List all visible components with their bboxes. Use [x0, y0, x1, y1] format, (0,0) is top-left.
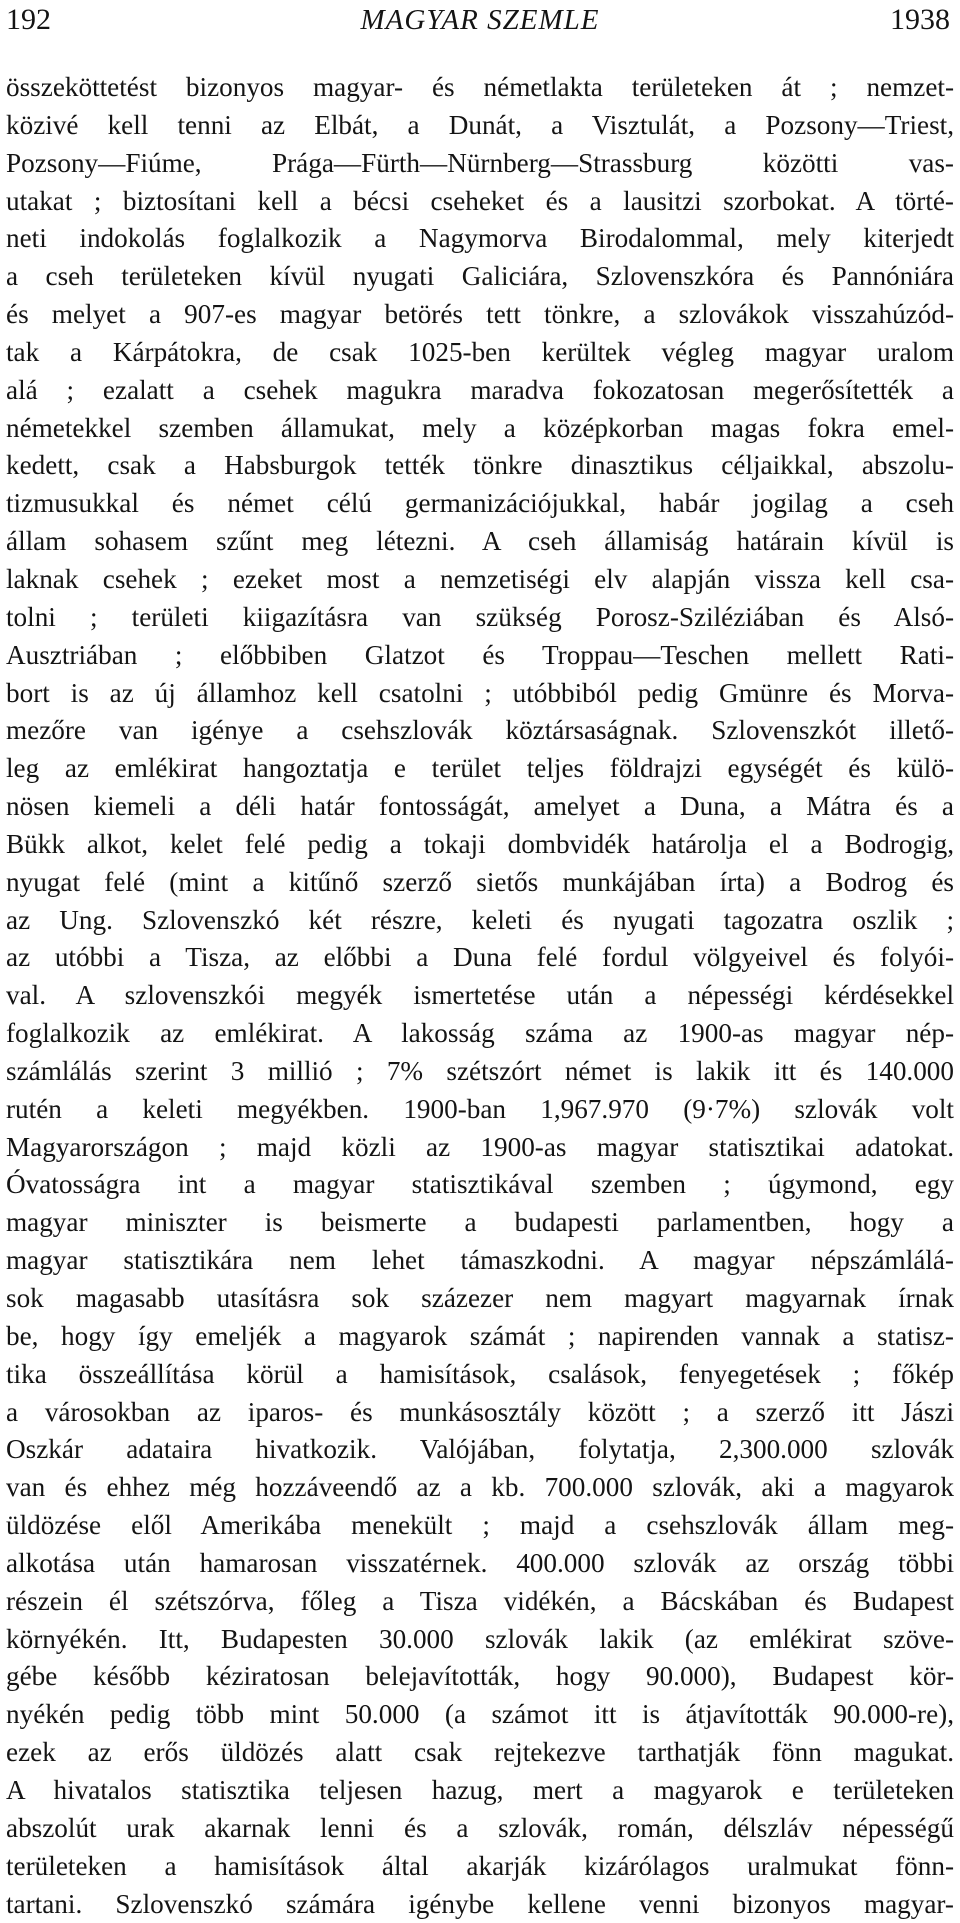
- text-line: alá ; ezalatt a csehek magukra maradva fokozatosan megerősítették a: [6, 372, 954, 410]
- text-line: a városokban az iparos- és munkásosztály között ; a szerző itt Jászi: [6, 1394, 954, 1432]
- text-line: Óvatosságra int a magyar statisztikával szemben ; úgymond, egy: [6, 1166, 954, 1204]
- text-line: alkotása után hamarosan visszatérnek. 400.000 szlovák az ország többi: [6, 1545, 954, 1583]
- publication-year: 1938: [890, 2, 950, 38]
- body-text: [6, 69, 954, 1923]
- text-line: kedett, csak a Habsburgok tették tönkre dinasztikus céljaikkal, abszolu-: [6, 447, 954, 485]
- text-line: ezek az erős üldözés alatt csak rejtekezve tarthatják fönn magukat.: [6, 1734, 954, 1772]
- text-line: foglalkozik az emlékirat. A lakosság száma az 1900-as magyar nép-: [6, 1015, 954, 1053]
- text-line: tak a Kárpátokra, de csak 1025-ben kerültek végleg magyar uralom: [6, 334, 954, 372]
- text-line: környékén. Itt, Budapesten 30.000 szlovák lakik (az emlékirat szöve-: [6, 1621, 954, 1659]
- text-line: közivé kell tenni az Elbát, a Dunát, a Visztulát, a Pozsony—Triest,: [6, 107, 954, 145]
- text-line: Bükk alkot, kelet felé pedig a tokaji dombvidék határolja el a Bodrogig,: [6, 826, 954, 864]
- text-line: val. A szlovenszkói megyék ismertetése után a népességi kérdésekkel: [6, 977, 954, 1015]
- text-line: tolni ; területi kiigazításra van szükség Porosz-Sziléziában és Alsó-: [6, 599, 954, 637]
- journal-title: MAGYAR SZEMLE: [0, 2, 960, 38]
- text-line: laknak csehek ; ezeket most a nemzetiségi elv alapján vissza kell csa-: [6, 561, 954, 599]
- text-line: és melyet a 907-es magyar betörés tett tönkre, a szlovákok visszahúzód-: [6, 296, 954, 334]
- text-line: nyékén pedig több mint 50.000 (a számot itt is átjavították 90.000-re),: [6, 1696, 954, 1734]
- text-line: leg az emlékirat hangoztatja e terület teljes földrajzi egységét és külö-: [6, 750, 954, 788]
- text-line: az Ung. Szlovenszkó két részre, keleti és nyugati tagozatra oszlik ;: [6, 902, 954, 940]
- text-line: a cseh területeken kívül nyugati Galiciára, Szlovenszkóra és Pannóniára: [6, 258, 954, 296]
- text-line: az utóbbi a Tisza, az előbbi a Duna felé fordul völgyeivel és folyói-: [6, 939, 954, 977]
- text-line: A hivatalos statisztika teljesen hazug, mert a magyarok e területeken: [6, 1772, 954, 1810]
- text-line: Pozsony—Fiúme, Prága—Fürth—Nürnberg—Strassburg közötti vas-: [6, 145, 954, 183]
- text-line: területeken a hamisítások által akarják kizárólagos uralmukat fönn-: [6, 1848, 954, 1886]
- page-number: 192: [6, 2, 51, 38]
- text-line: Oszkár adataira hivatkozik. Valójában, folytatja, 2,300.000 szlovák: [6, 1431, 954, 1469]
- text-line: bort is az új államhoz kell csatolni ; utóbbiból pedig Gmünre és Morva-: [6, 675, 954, 713]
- text-line: sok magasabb utasításra sok százezer nem magyart magyarnak írnak: [6, 1280, 954, 1318]
- text-line: tizmusukkal és német célú germanizációjukkal, habár jogilag a cseh: [6, 485, 954, 523]
- text-line: be, hogy így emeljék a magyarok számát ; napirenden vannak a statisz-: [6, 1318, 954, 1356]
- text-line: utakat ; biztosítani kell a bécsi cseheket és a lausitzi szorbokat. A törté-: [6, 183, 954, 221]
- text-line: Magyarországon ; majd közli az 1900-as magyar statisztikai adatokat.: [6, 1129, 954, 1167]
- text-line: van és ehhez még hozzáveendő az a kb. 700.000 szlovák, aki a magyarok: [6, 1469, 954, 1507]
- text-line: németekkel szemben államukat, mely a középkorban magas fokra emel-: [6, 410, 954, 448]
- text-line: magyar statisztikára nem lehet támaszkodni. A magyar népszámlálá-: [6, 1242, 954, 1280]
- text-line: részein él szétszórva, főleg a Tisza vidékén, a Bácskában és Budapest: [6, 1583, 954, 1621]
- text-line: tika összeállítása körül a hamisítások, csalások, fenyegetések ; főkép: [6, 1356, 954, 1394]
- text-line: rutén a keleti megyékben. 1900-ban 1,967.970 (9·7%) szlovák volt: [6, 1091, 954, 1129]
- text-line: abszolút urak akarnak lenni és a szlovák, román, délszláv népességű: [6, 1810, 954, 1848]
- text-line: nösen kiemeli a déli határ fontosságát, amelyet a Duna, a Mátra és a: [6, 788, 954, 826]
- text-line: nyugat felé (mint a kitűnő szerző sietős munkájában írta) a Bodrog és: [6, 864, 954, 902]
- text-line: összeköttetést bizonyos magyar- és németlakta területeken át ; nemzet-: [6, 69, 954, 107]
- text-line: magyar miniszter is beismerte a budapesti parlamentben, hogy a: [6, 1204, 954, 1242]
- text-line: mezőre van igénye a csehszlovák köztársaságnak. Szlovenszkót illető-: [6, 712, 954, 750]
- text-line: gébe később kéziratosan belejavították, hogy 90.000), Budapest kör-: [6, 1658, 954, 1696]
- text-line: neti indokolás foglalkozik a Nagymorva Birodalommal, mely kiterjedt: [6, 220, 954, 258]
- text-line: tartani. Szlovenszkó számára igénybe kellene venni bizonyos magyar-: [6, 1886, 954, 1923]
- text-line: üldözése elől Amerikába menekült ; majd a csehszlovák állam meg-: [6, 1507, 954, 1545]
- running-header: [0, 0, 960, 48]
- text-line: állam sohasem szűnt meg létezni. A cseh államiság határain kívül is: [6, 523, 954, 561]
- text-line: Ausztriában ; előbbiben Glatzot és Troppau—Teschen mellett Rati-: [6, 637, 954, 675]
- text-line: számlálás szerint 3 millió ; 7% szétszórt német is lakik itt és 140.000: [6, 1053, 954, 1091]
